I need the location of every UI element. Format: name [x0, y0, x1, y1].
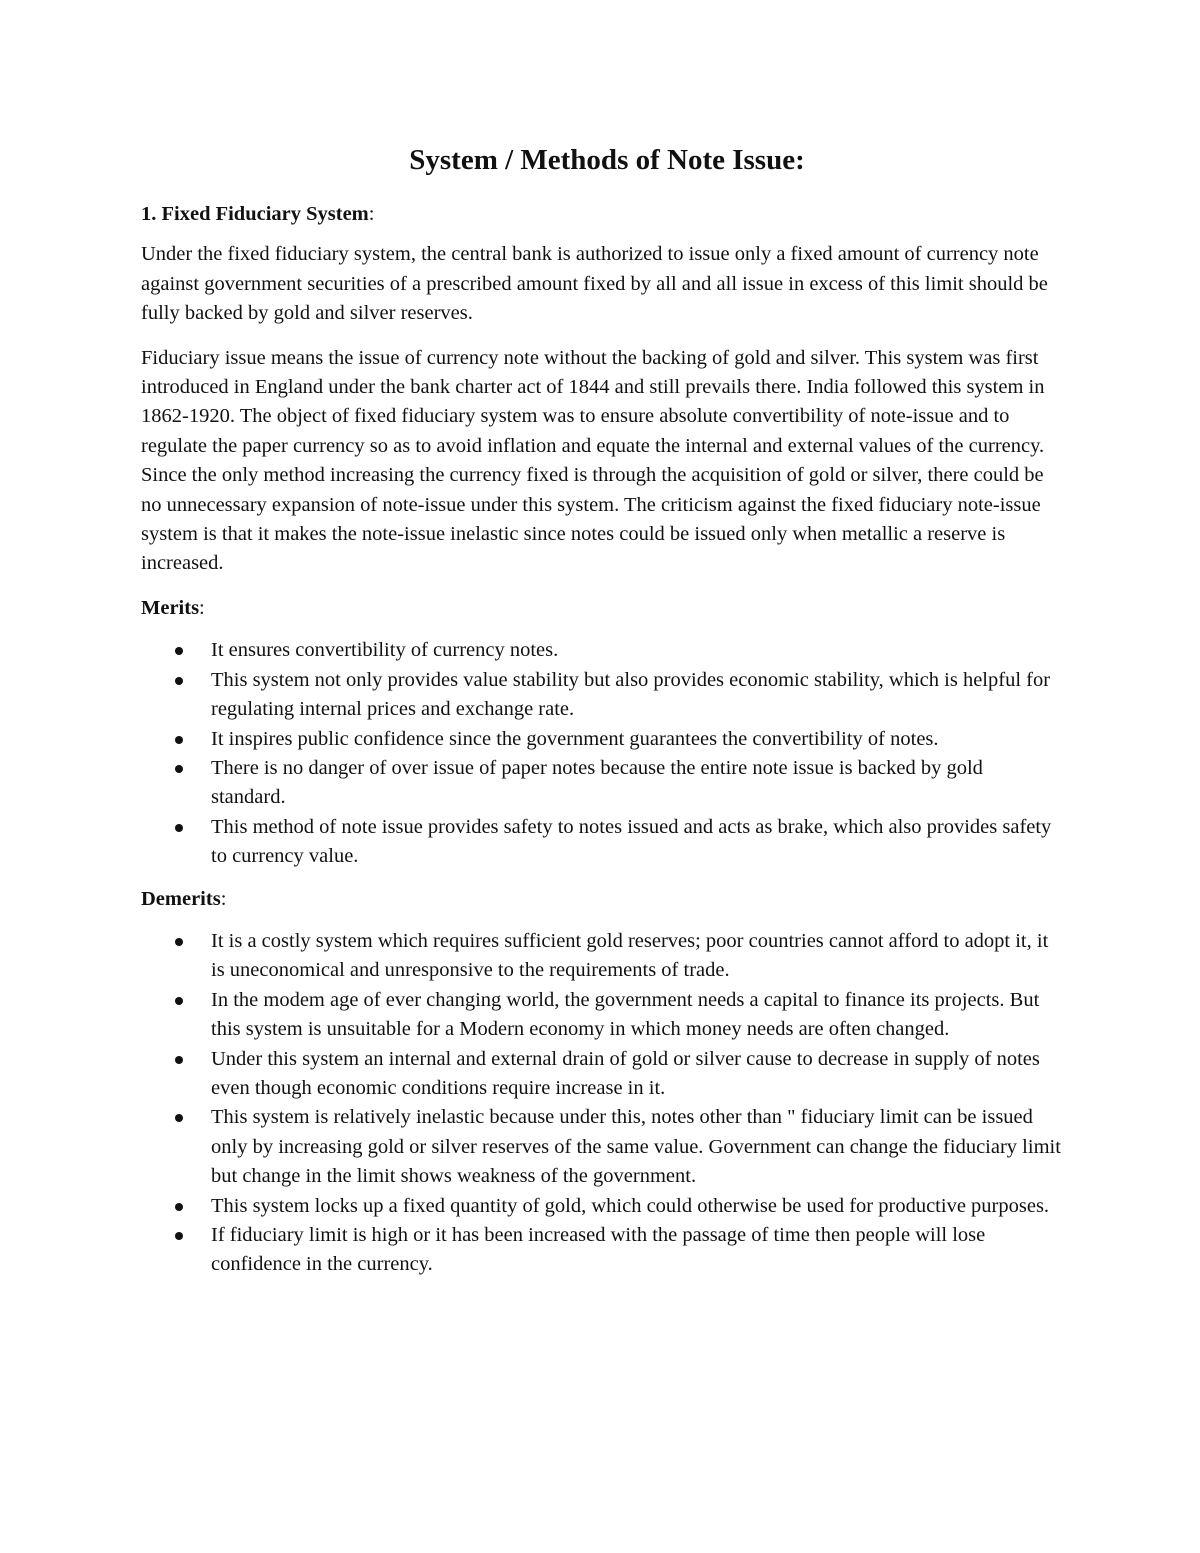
demerits-heading-text: Demerits [141, 887, 221, 910]
bullet-icon [175, 736, 183, 744]
list-item-text: This method of note issue provides safety to notes issued and acts as brake, which also provides safety to currency value. [211, 815, 1052, 868]
bullet-icon [175, 677, 183, 685]
bullet-icon [175, 1232, 183, 1240]
list-item-text: It ensures convertibility of currency notes. [211, 639, 559, 662]
page-title: System / Methods of Note Issue: [409, 144, 805, 176]
list-item-text: It is a costly system which requires sufficient gold reserves; poor countries cannot afford to adopt it, it is uneconomical and unresponsive to the requirements of trade. [211, 929, 1049, 982]
list-item [141, 666, 1061, 725]
bullet-icon [175, 824, 183, 832]
bullet-icon [175, 647, 183, 655]
list-item-text: Under this system an internal and external drain of gold or silver cause to decrease in supply of notes even though economic conditions require increase in it. [211, 1047, 1040, 1099]
list-item [141, 927, 1061, 986]
list-item-text: This system not only provides value stability but also provides economic stability, which is helpful for regulating internal prices and exchange rate. [211, 668, 1051, 721]
list-item [141, 725, 1061, 754]
bullet-icon [175, 997, 183, 1005]
list-item-text: There is no danger of over issue of paper notes because the entire note issue is backed by gold standard. [211, 756, 983, 809]
section-heading-fixed-fiduciary [141, 200, 1061, 229]
list-item [141, 986, 1061, 1045]
paragraph-fiduciary-issue: Fiduciary issue means the issue of currency note without the backing of gold and silver. This system was first introduced in England under the bank charter act of 1844 and still prevails there. India followed this system in 1862-1920. The object of fixed fiduciary system was to ensure absolute convertibility of note-issue and to regulate the paper currency so as to avoid inflation and equate the internal and external values of the currency. Since the only method increasing the currency fixed is through the acquisition of gold or silver, there could be no unnecessary expansion of note-issue under this system. The criticism against the fixed fiduciary note-issue system is that it makes the note-issue inelastic since notes could be issued only when metallic a reserve is increased. [141, 346, 1045, 575]
bullet-icon [175, 938, 183, 946]
merits-heading-text: Merits [141, 596, 200, 619]
bullet-icon [175, 1114, 183, 1122]
list-item [141, 1192, 1061, 1221]
merits-list [141, 636, 1061, 871]
merits-heading [141, 594, 1061, 623]
merits-heading-colon: : [199, 596, 205, 619]
demerits-heading-colon: : [220, 887, 227, 910]
list-item [141, 1103, 1061, 1191]
list-item [141, 1045, 1061, 1104]
paragraph-definition: Under the fixed fiduciary system, the central bank is authorized to issue only a fixed amount of currency note against government securities of a prescribed amount fixed by all and all issue in excess of this limit should be fully backed by gold and silver reserves. [141, 243, 1048, 325]
bullet-icon [175, 1203, 183, 1211]
list-item [141, 1221, 1061, 1280]
demerits-heading [141, 885, 1061, 914]
list-item-text: If fiduciary limit is high or it has been increased with the passage of time then people will lose confidence in the currency. [211, 1224, 986, 1276]
list-item-text: It inspires public confidence since the government guarantees the convertibility of notes. [211, 727, 939, 750]
bullet-icon [175, 1056, 183, 1064]
list-item-text: In the modem age of ever changing world, the government needs a capital to finance its projects. But this system is unsuitable for a Modern economy in which money needs are often changed. [211, 988, 1040, 1041]
list-item-text: This system is relatively inelastic because under this, notes other than " fiduciary limit can be issued only by increasing gold or silver reserves of the same value. Government can change the fiduciary limit but change in the limit shows weakness of the government. [211, 1106, 1061, 1188]
list-item-text: This system locks up a fixed quantity of gold, which could otherwise be used for productive purposes. [211, 1194, 1050, 1217]
list-item [141, 754, 1061, 813]
list-item [141, 813, 1061, 872]
document-page [141, 140, 1061, 1293]
section-heading-text: 1. Fixed Fiduciary System [141, 203, 369, 225]
bullet-icon [175, 765, 183, 773]
section-heading-colon: : [368, 203, 375, 225]
demerits-list [141, 927, 1061, 1280]
list-item [141, 636, 1061, 665]
